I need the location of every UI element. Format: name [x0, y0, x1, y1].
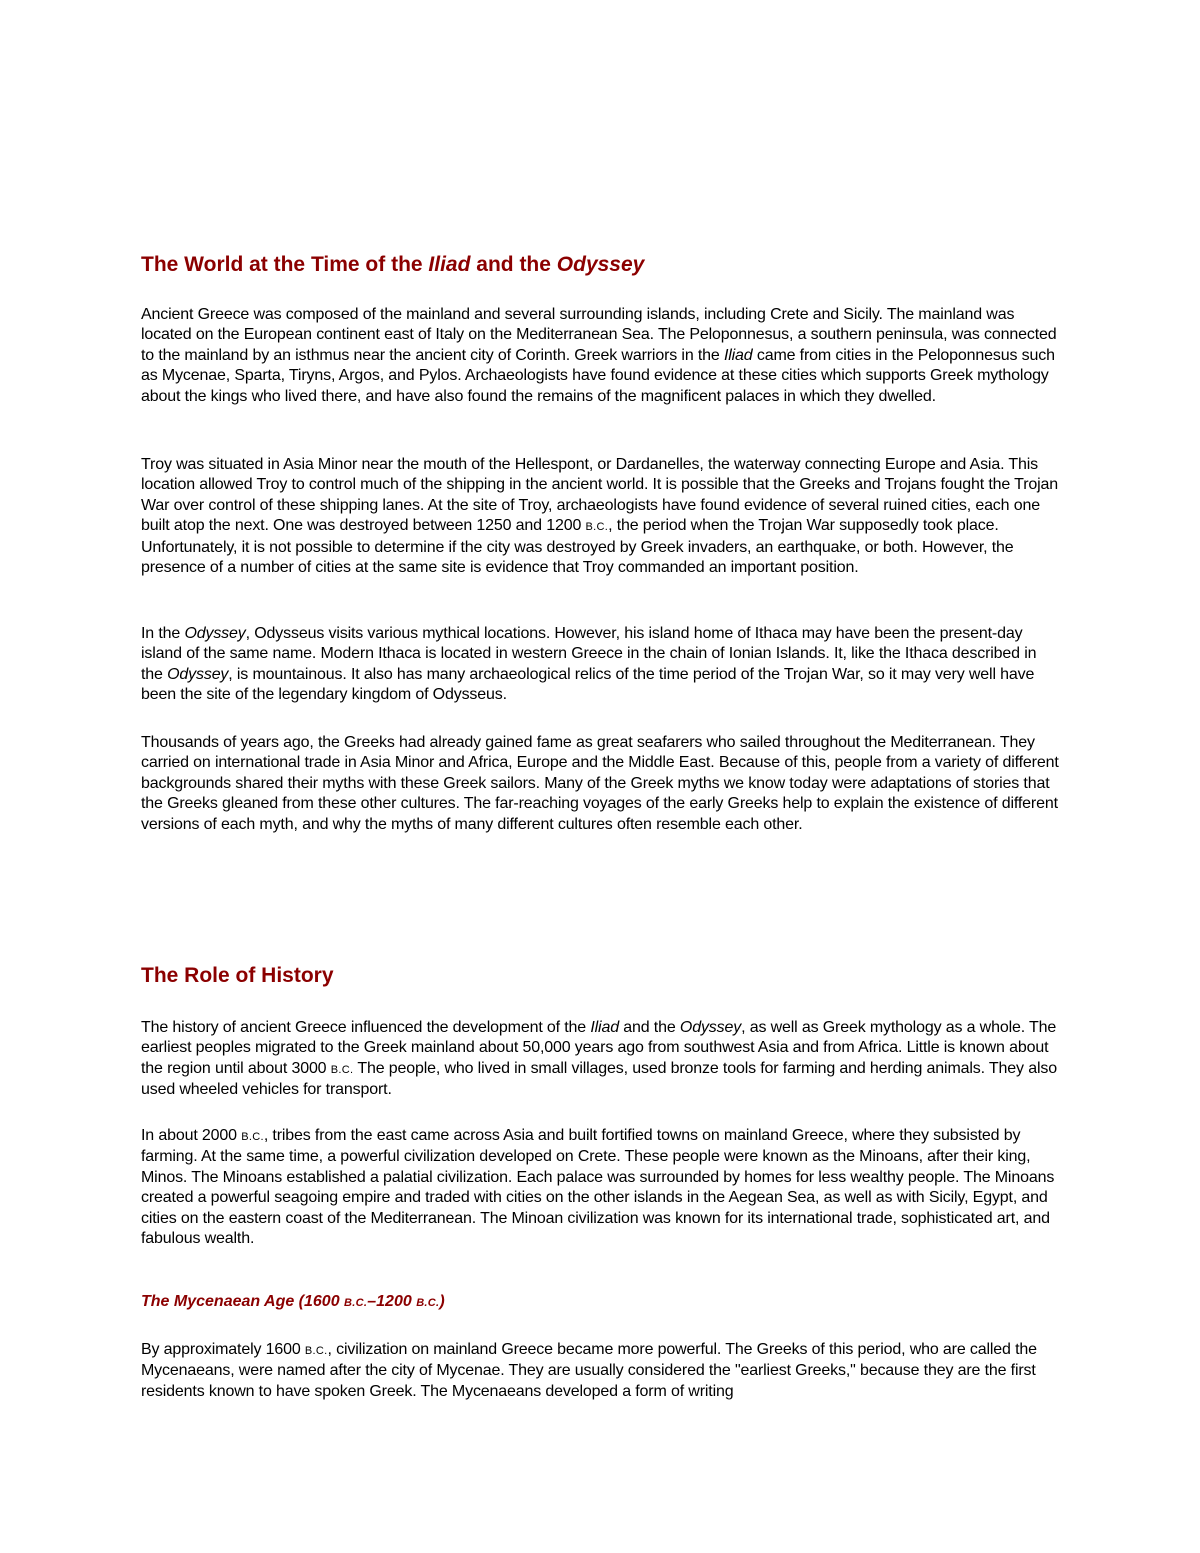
section-title-world — [141, 252, 1061, 278]
paragraph-troy: Troy was situated in Asia Minor near the mouth of the Hellespont, or Dardanelles, the waterway connecting Europe and Asia. This location allowed Troy to control much of the shipping in the ancient world. It is possible that the Greeks and Trojans fought the Trojan War over control of these shipping lanes. At the site of Troy, archaeologists have found evidence of several ruined cities, each one built atop the next. One was destroyed between 1250 and 1200 B.C., the period when the Trojan War supposedly took place. Unfortunately, it is not possible to determine if the city was destroyed by Greek invaders, an earthquake, or both. However, the presence of a number of cities at the same site is evidence that Troy commanded an important position. — [141, 456, 1059, 577]
subheading-mycenaean-age: The Mycenaean Age (1600 B.C.–1200 B.C.) — [141, 1293, 445, 1310]
title-text: and the — [470, 253, 557, 276]
section-title-history: The Role of History — [141, 964, 334, 987]
paragraph-history-origins: The history of ancient Greece influenced the development of the Iliad and the Odyssey, as well as Greek mythology as a whole. The earliest peoples migrated to the Greek mainland about 50,000 years ago from southwest Asia and from Africa. Little is known about the region until about 3000 B.C. The people, who lived in small villages, used bronze tools for farming and herding animals. They also used wheeled vehicles for transport. — [141, 1019, 1057, 1099]
paragraph-seafarers: Thousands of years ago, the Greeks had already gained fame as great seafarers who sailed throughout the Mediterranean. They carried on international trade in Asia Minor and Africa, Europe and the Middle East. Because of this, people from a variety of different backgrounds shared their myths with these Greek sailors. Many of the Greek myths we know today were adaptations of stories that the Greeks gleaned from these other cultures. The far-reaching voyages of the early Greeks help to explain the existence of different versions of each myth, and why the myths of many different cultures often resemble each other. — [141, 734, 1059, 833]
paragraph-ithaca: In the Odyssey, Odysseus visits various mythical locations. However, his island home of Ithaca may have been the present-day island of the same name. Modern Ithaca is located in western Greece in the chain of Ionian Islands. It, like the Ithaca described in the Odyssey, is mountainous. It also has many archaeological relics of the time period of the Trojan War, so it may very well have been the site of the legendary kingdom of Odysseus. — [141, 625, 1037, 704]
title-text: The World at the Time of the — [141, 253, 429, 276]
paragraph-minoans: In about 2000 B.C., tribes from the east came across Asia and built fortified towns on mainland Greece, where they subsisted by farming. At the same time, a powerful civilization developed on Crete. These people were known as the Minoans, after their king, Minos. The Minoans established a palatial civilization. Each palace was surrounded by homes for less wealthy people. The Minoans created a powerful seagoing empire and traded with cities on the other islands in the Aegean Sea, as well as with Sicily, Egypt, and cities on the eastern coast of the Mediterranean. The Minoan civilization was known for its international trade, sophisticated art, and fabulous wealth. — [141, 1127, 1055, 1248]
paragraph-mycenaeans: By approximately 1600 B.C., civilization on mainland Greece became more powerful. The Greeks of this period, who are called the Mycenaeans, were named after the city of Mycenae. They are usually considered the "earliest Greeks," because they are the first residents known to have spoken Greek. The Mycenaeans developed a form of writing — [141, 1341, 1037, 1400]
title-italic-odyssey: Odyssey — [556, 253, 645, 276]
title-italic-iliad: Iliad — [428, 253, 471, 276]
paragraph-greece-geography: Ancient Greece was composed of the mainland and several surrounding islands, including Crete and Sicily. The mainland was located on the European continent east of Italy on the Mediterranean Sea. The Peloponnesus, a southern peninsula, was connected to the mainland by an isthmus near the ancient city of Corinth. Greek warriors in the Iliad came from cities in the Peloponnesus such as Mycenae, Sparta, Tiryns, Argos, and Pylos. Archaeologists have found evidence at these cities which supports Greek mythology about the kings who lived there, and have also found the remains of the magnificent palaces in which they dwelled. — [141, 306, 1057, 405]
